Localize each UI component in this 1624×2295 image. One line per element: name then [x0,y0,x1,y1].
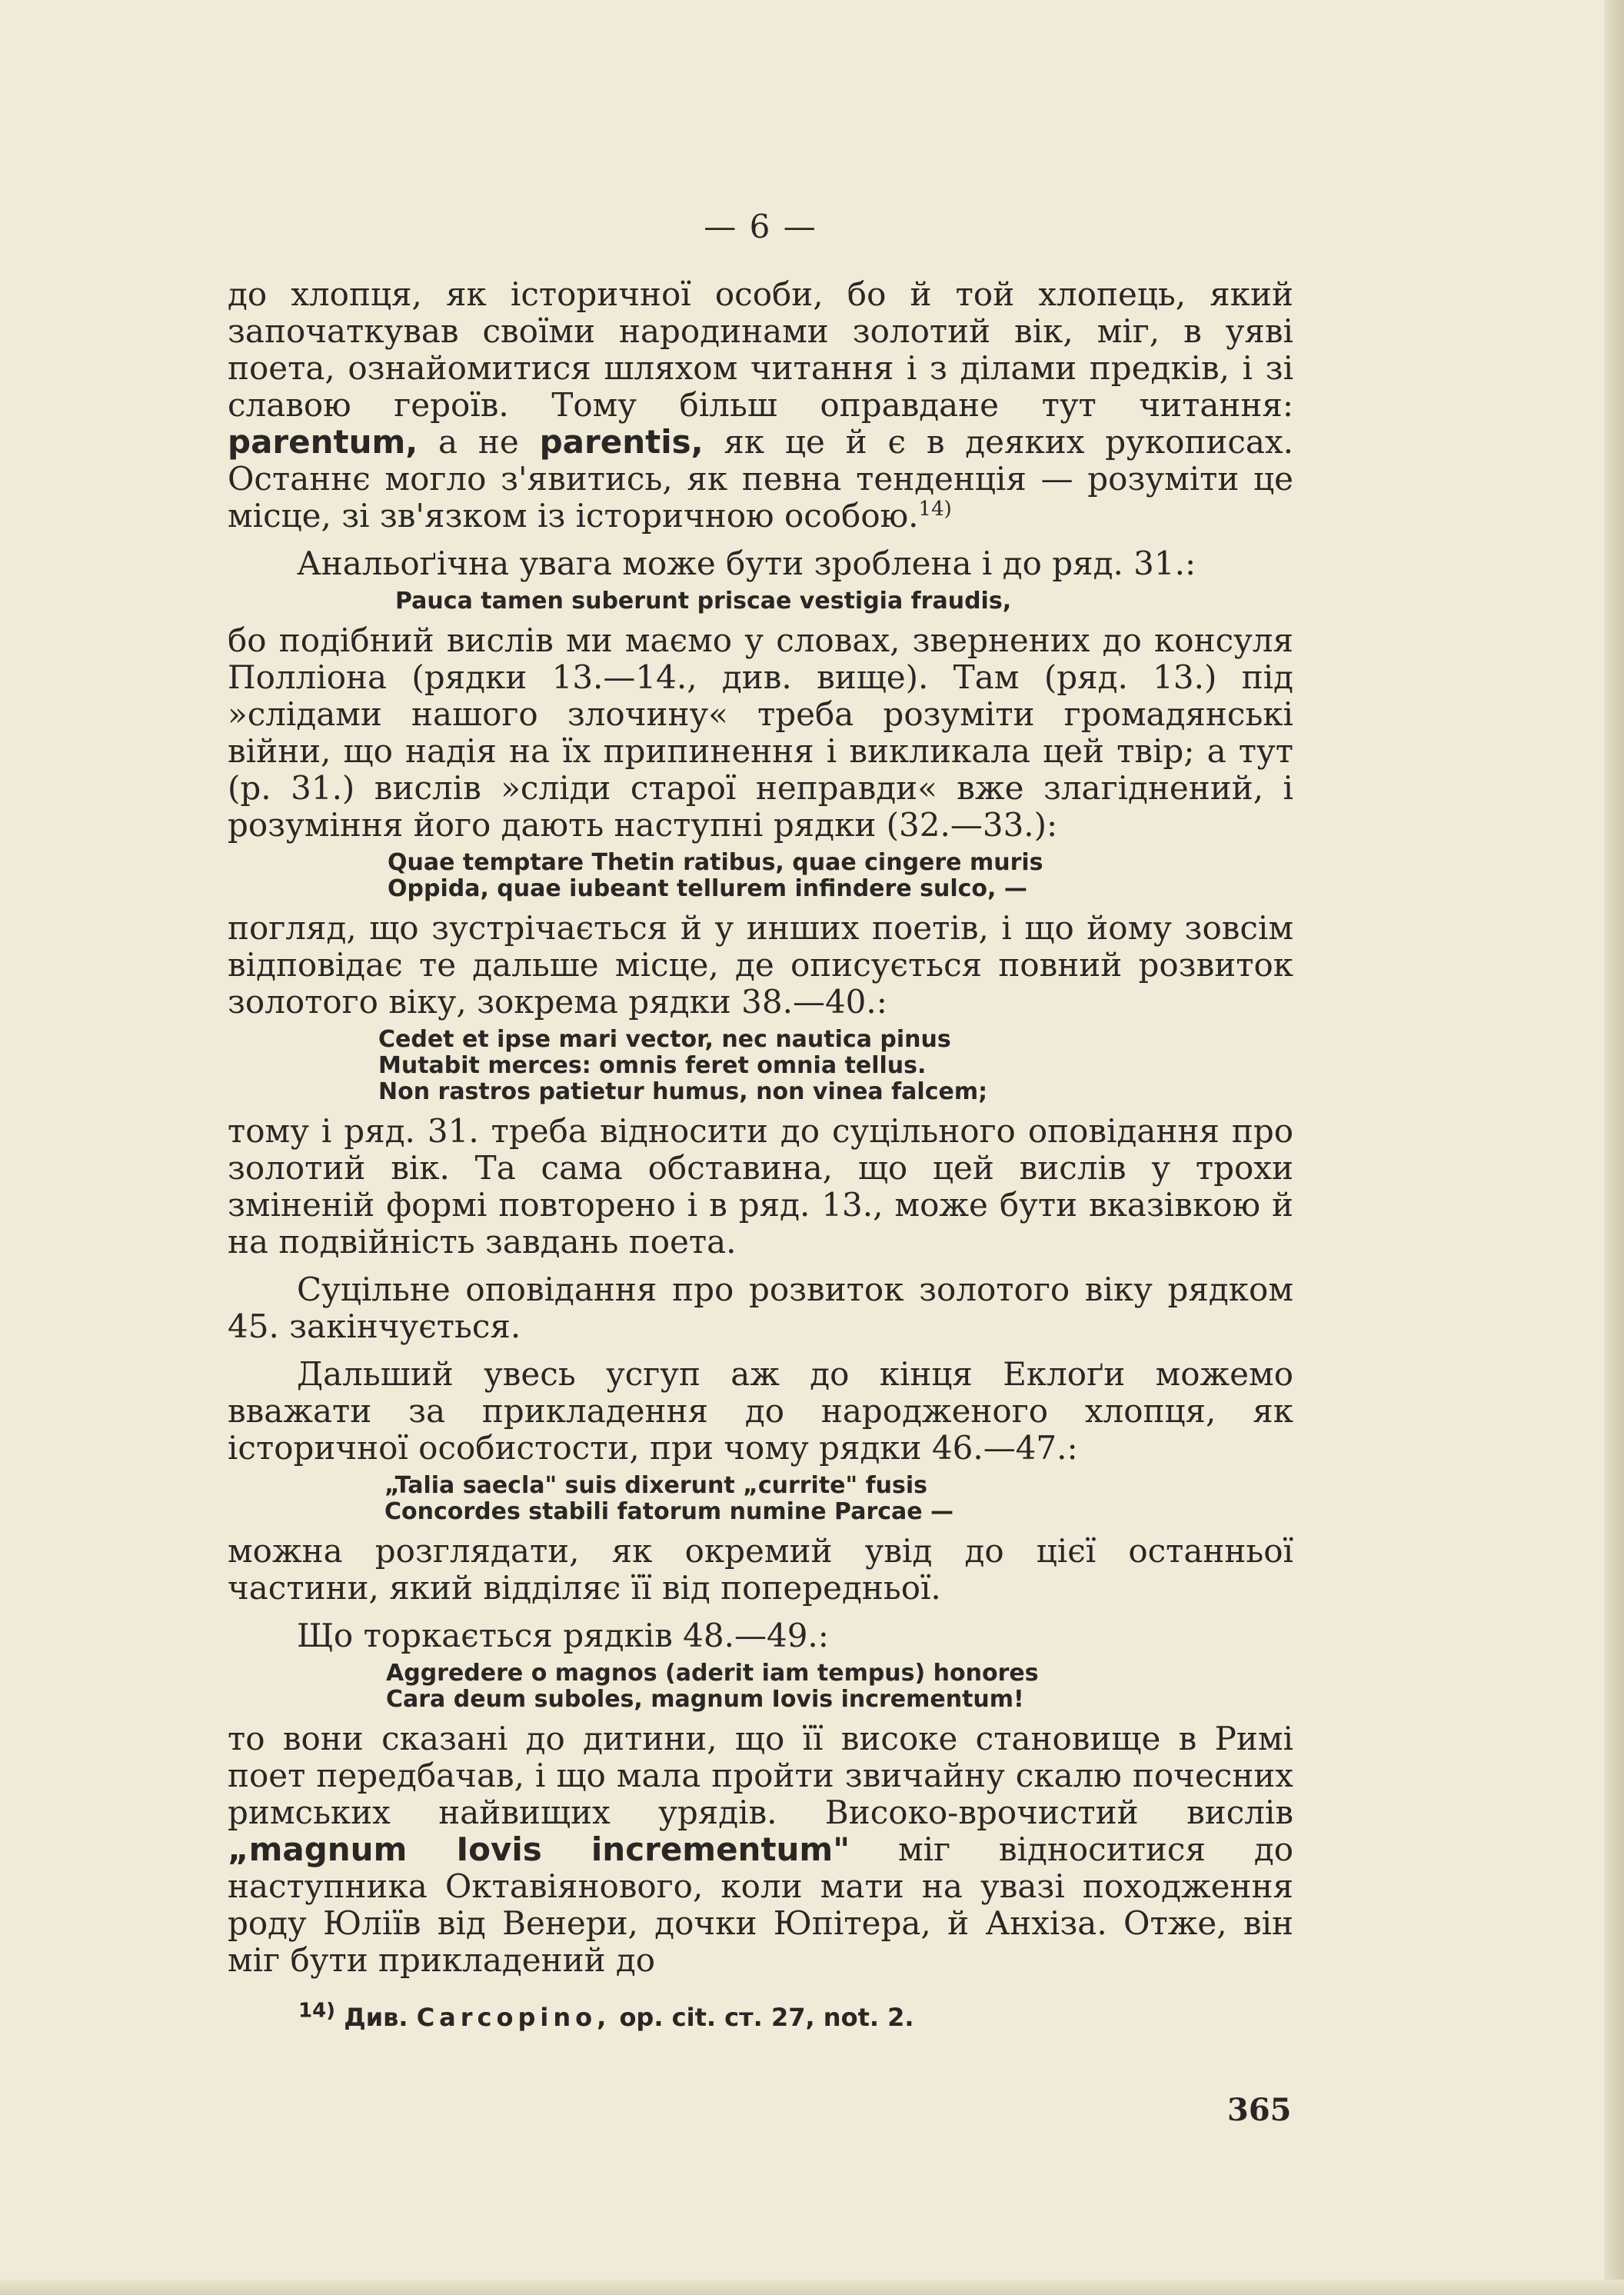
page-edge-bottom [0,2280,1624,2295]
page-number: 365 [1227,2092,1292,2128]
quote-line: Non rastros patietur humus, non vinea falcem; [378,1078,988,1105]
footnote-author: Carcopino, [416,2003,611,2032]
running-head: — 6 — [704,208,817,245]
page-edge-right [1604,0,1624,2295]
quote-line: Cedet et ipse mari vector, nec nautica pinus [378,1026,951,1053]
term-magnum-iovis: „magnum Iovis incrementum" [228,1830,850,1868]
paragraph-7: Дальший увесь усгуп аж до кінця Еклоґи можемо вважати за прикладення до народженого хлопця, як історичної особистости, при чому рядки 46.—47.: [228,1355,1293,1467]
footnote-ref: 14) [918,498,952,521]
quote-line: Quae temptare Thetin ratibus, quae cingere muris [388,849,1043,876]
paragraph-8: можна розглядати, як окремий увід до цієї останньої частини, який відділяє її від попередньої. [228,1532,1293,1607]
paragraph-3: бо подібний вислів ми маємо у словах, звернених до консуля Полліона (рядки 13.—14., див. вище). Там (ряд. 13.) під »слідами нашого злочину« треба розуміти громадянські війни, що надія на їх припинення і викликала цей твір; а тут (р. 31.) вислів »сліди старої неправди« вже злагіднений, і розуміння його дають наступні рядки (32.—33.): [228,621,1293,844]
quote-line: Mutabit merces: omnis feret omnia tellus. [378,1052,927,1079]
latin-quote-5 [228,1660,1293,1713]
paragraph-10: то вони сказані до дитини, що її високе становище в Римі поет передбачав, і що мала пройти звичайну скалю почесних римських найвищих урядів. Високо-врочистий вислів „magnum Iovis incrementum" міг відноситися до наступника Октавіянового, коли мати на увазі походження роду Юліїв від Венери, дочки Юпітера, й Анхіза. Отже, він міг бути прикладений до [228,1720,1293,1979]
paragraph-2: Анальоґічна увага може бути зроблена і до ряд. 31.: [297,545,1196,582]
paragraph-4: погляд, що зустрічається й у инших поетів, і що йому зовсім відповідає те дальше місце, де описується повний розвиток золотого віку, зокрема рядки 38.—40.: [228,909,1293,1021]
latin-quote-3 [228,1027,1293,1105]
quote-line: „Talia saecla" suis dixerunt „currite" fusis [384,1472,928,1499]
latin-quote-4 [228,1473,1293,1525]
paragraph-5: тому і ряд. 31. треба відносити до суцільного оповідання про золотий вік. Та сама обставина, що цей вислів у трохи зміненій формі повторено і в ряд. 13., може бути вказівкою й на подвійність завдань поета. [228,1112,1293,1261]
page-body [228,208,1293,2033]
footnote-14: $^{14)}$ Див. Carcopino, op. cit. ст. 27, not. 2. [298,1999,914,2032]
paragraph-1: до хлопця, як історичної особи, бо й той хлопець, який започаткував своїми народинами золотий вік, міг, в уяві поета, ознайомитися шляхом читання і з ділами предків, і зі славою героїв. Тому більш оправдане тут читання: parentum, а не parentis, як це й є в деяких рукописах. Останнє могло з'явитись, як певна тенденція — розуміти це місце, зі зв'язком із історичною особою.$^{14)}$ [228,275,1293,535]
footnote-marker: 14) [298,1999,336,2023]
quote-line: Concordes stabili fatorum numine Parcae — [384,1498,954,1525]
term-parentum: parentum, [228,423,418,461]
latin-quote-1 [228,588,1293,615]
paragraph-6: Суцільне оповідання про розвиток золотого віку рядком 45. закінчується. [228,1271,1293,1345]
quote-line: Aggredere o magnos (aderit iam tempus) honores [386,1660,1039,1687]
quote-line: Cara deum suboles, magnum Iovis incrementum! [386,1686,1024,1713]
quote-line: Oppida, quae iubeant tellurem infindere sulco, — [388,875,1027,902]
term-parentis: parentis, [539,423,704,461]
paragraph-9: Що торкається рядків 48.—49.: [297,1617,829,1654]
footnotes [228,1999,1293,2033]
quote-line: Pauca tamen suberunt priscae vestigia fraudis, [395,588,1012,615]
latin-quote-2 [228,850,1293,902]
